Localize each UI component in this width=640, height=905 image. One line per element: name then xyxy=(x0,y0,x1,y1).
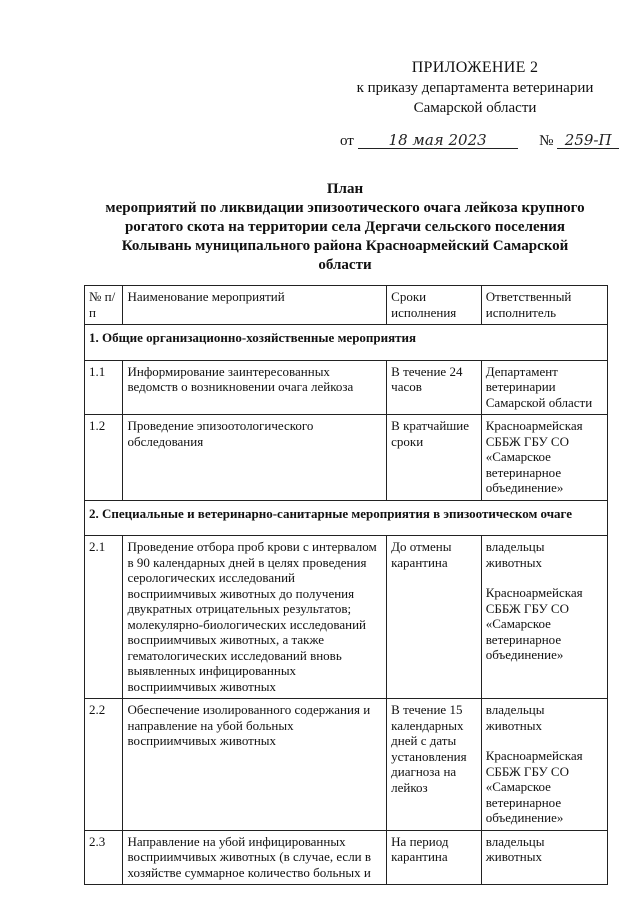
row-responsible xyxy=(481,536,607,699)
title-line-4: Колывань муниципального района Красноармейский Самарской xyxy=(121,238,569,254)
responsible-primary: Красноармейская СББЖ ГБУ СО «Самарское ветеринарное объединение» xyxy=(485,418,583,495)
document-title xyxy=(90,180,600,275)
row-num: 2.2 xyxy=(85,699,123,831)
row-num: 2.3 xyxy=(85,830,123,885)
title-line-1: План xyxy=(326,181,364,197)
section-row xyxy=(85,500,608,536)
row-name: Проведение эпизоотологического обследования xyxy=(123,415,387,501)
row-term: В кратчайшие сроки xyxy=(387,415,482,501)
header-name: Наименование мероприятий xyxy=(123,286,387,325)
number-prefix: № xyxy=(539,133,554,149)
row-num: 2.1 xyxy=(85,536,123,699)
row-responsible xyxy=(481,360,607,415)
appendix-line-region: Самарской области xyxy=(413,100,537,116)
title-line-5: области xyxy=(318,257,372,273)
date-prefix: от xyxy=(340,133,354,149)
header-responsible: Ответственный исполнитель xyxy=(481,286,607,325)
responsible-primary: владельцы животных xyxy=(485,539,545,570)
header-term: Сроки исполнения xyxy=(387,286,482,325)
table-row xyxy=(85,415,608,501)
plan-table xyxy=(84,285,608,885)
table-row xyxy=(85,830,608,885)
row-term: До отмены карантина xyxy=(387,536,482,699)
row-name: Проведение отбора проб крови с интервалом в 90 календарных дней в целях проведения серологических исследований восприимчивых животных до получения двукратных отрицательных результатов; молекулярно-биологических исследований восприимчивых животных, а также гематологических исследований вновь выявленных инфицированных восприимчивых животных xyxy=(123,536,387,699)
row-responsible xyxy=(481,830,607,885)
responsible-primary: Департамент ветеринарии Самарской области xyxy=(485,363,593,410)
responsible-secondary: Красноармейская СББЖ ГБУ СО «Самарское ветеринарное объединение» xyxy=(485,748,583,825)
row-num: 1.1 xyxy=(85,360,123,415)
title-line-3: рогатого скота на территории села Дергачи сельского поселения xyxy=(124,219,566,235)
handwritten-number: 259-П xyxy=(557,132,619,149)
row-num: 1.2 xyxy=(85,415,123,501)
table-row xyxy=(85,360,608,415)
responsible-primary: владельцы животных xyxy=(485,833,545,864)
row-responsible xyxy=(481,699,607,831)
table-header-row xyxy=(85,286,608,325)
responsible-secondary: Красноармейская СББЖ ГБУ СО «Самарское ветеринарное объединение» xyxy=(485,585,583,662)
appendix-title: ПРИЛОЖЕНИЕ 2 xyxy=(411,59,539,76)
appendix-line-order: к приказу департамента ветеринарии xyxy=(356,80,594,96)
row-responsible xyxy=(481,415,607,501)
section-2-title: 2. Специальные и ветеринарно-санитарные мероприятия в эпизоотическом очаге xyxy=(85,500,608,536)
order-date-line xyxy=(340,132,619,150)
row-term: В течение 24 часов xyxy=(387,360,482,415)
section-row xyxy=(85,325,608,361)
row-name: Направление на убой инфицированных восприимчивых животных (в случае, если в хозяйстве суммарное количество больных и xyxy=(123,830,387,885)
handwritten-date: 18 мая 2023 xyxy=(358,132,518,149)
table-row xyxy=(85,536,608,699)
title-line-2: мероприятий по ликвидации эпизоотического очага лейкоза крупного xyxy=(105,200,585,216)
table-row xyxy=(85,699,608,831)
row-term: В течение 15 календарных дней с даты установления диагноза на лейкоз xyxy=(387,699,482,831)
header-num: № п/п xyxy=(85,286,123,325)
row-name: Обеспечение изолированного содержания и направление на убой больных восприимчивых животных xyxy=(123,699,387,831)
section-1-title: 1. Общие организационно-хозяйственные мероприятия xyxy=(85,325,608,361)
row-term: На период карантина xyxy=(387,830,482,885)
row-name: Информирование заинтересованных ведомств о возникновении очага лейкоза xyxy=(123,360,387,415)
appendix-block xyxy=(340,58,610,118)
responsible-primary: владельцы животных xyxy=(485,702,545,733)
